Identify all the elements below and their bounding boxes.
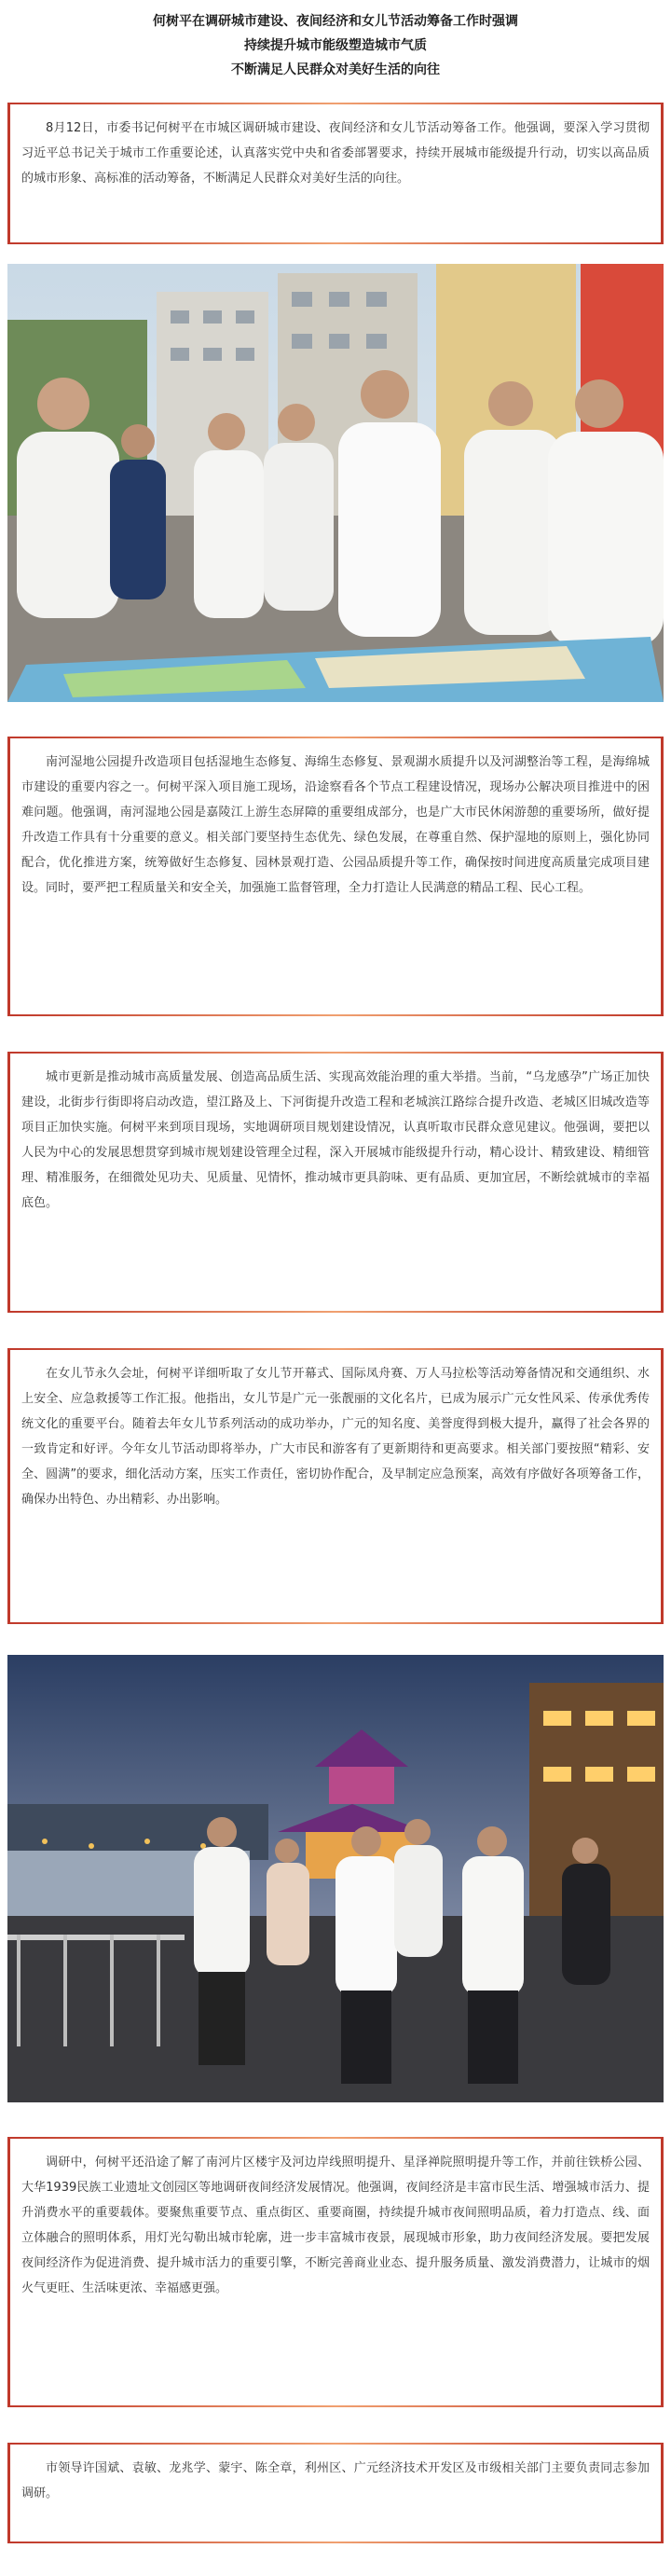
title-line-2: 持续提升城市能级塑造城市气质 — [244, 38, 427, 53]
festival-paragraph-box — [7, 1348, 664, 1624]
renewal-paragraph-box — [7, 1052, 664, 1313]
night-economy-paragraph-box — [7, 2137, 664, 2407]
intro-paragraph-box — [7, 103, 664, 244]
title-line-3: 不断满足人民群众对美好生活的向往 — [231, 62, 440, 77]
title-line-1: 何树平在调研城市建设、夜间经济和女儿节活动筹备工作时强调 — [153, 14, 518, 29]
article-title — [0, 9, 671, 82]
street-photo — [7, 264, 664, 702]
attendees-paragraph-box — [7, 2443, 664, 2543]
attendees-paragraph: 市领导许国斌、袁敏、龙兆学、蒙宇、陈全章，利州区、广元经济技术开发区及市级相关部门主要负责同志参加调研。 — [21, 2461, 650, 2500]
wetland-paragraph-box — [7, 737, 664, 1016]
night-economy-paragraph: 调研中，何树平还沿途了解了南河片区楼宇及河边岸线照明提升、星泽禅院照明提升等工作，并前往铁桥公园、大华1939民族工业遗址文创园区等地调研夜间经济发展情况。他强调，夜间经济是丰富市民生活、增强城市活力、提升消费水平的重要载体。要聚焦重要节点、重点街区、重要商圈，持续提升城市夜间照明品质，着力打造点、线、面立体融合的照明体系，用灯光勾勒出城市轮廓，进一步丰富城市夜景，展现城市形象，助力夜间经济发展。要把发展夜间经济作为促进消费、提升城市活力的重要引擎，不断完善商业业态、提升服务质量、激发消费潜力，让城市的烟火气更旺、生活味更浓、幸福感更强。 — [21, 2156, 650, 2295]
festival-paragraph: 在女儿节永久会址，何树平详细听取了女儿节开幕式、国际凤舟赛、万人马拉松等活动筹备情况和交通组织、水上安全、应急救援等工作汇报。他指出，女儿节是广元一张靓丽的文化名片，已成为展示广元女性风采、传承优秀传统文化的重要平台。随着去年女儿节系列活动的成功举办，广元的知名度、美誉度得到极大提升，赢得了社会各界的一致肯定和好评。今年女儿节活动即将举办，广大市民和游客有了更新期待和更高要求。相关部门要按照“精彩、安全、圆满”的要求，细化活动方案，压实工作责任，密切协作配合，及早制定应急预案，高效有序做好各项筹备工作，确保办出特色、办出精彩、办出影响。 — [21, 1367, 650, 1507]
night-riverside-photo — [7, 1655, 664, 2102]
renewal-paragraph: 城市更新是推动城市高质量发展、创造高品质生活、实现高效能治理的重大举措。当前，“乌龙感孕”广场正加快建设，北街步行街即将启动改造，望江路及上、下河街提升改造工程和老城滨江路综合提升改造、老城区旧城改造等项目正加快实施。何树平来到项目现场，实地调研项目规划建设情况，认真听取市民群众意见建议。他强调，要把以人民为中心的发展思想贯穿到城市规划建设管理全过程，深入开展城市能级提升行动，精心设计、精致建设、精细管理、精准服务，在细微处见功夫、见质量、见情怀，推动城市更具韵味、更有品质、更加宜居，不断绘就城市的幸福底色。 — [21, 1070, 650, 1210]
intro-paragraph: 8月12日，市委书记何树平在市城区调研城市建设、夜间经济和女儿节活动筹备工作。他强调，要深入学习贯彻习近平总书记关于城市工作重要论述，认真落实党中央和省委部署要求，持续开展城市能级提升行动，切实以高品质的城市形象、高标准的活动筹备，不断满足人民群众对美好生活的向往。 — [21, 121, 650, 186]
wetland-paragraph: 南河湿地公园提升改造项目包括湿地生态修复、海绵生态修复、景观湖水质提升以及河湖整治等工程，是海绵城市建设的重要内容之一。何树平深入项目施工现场，沿途察看各个节点工程建设情况，现场办公解决项目推进中的困难问题。他强调，南河湿地公园是嘉陵江上游生态屏障的重要组成部分，也是广大市民休闲游憩的重要场所，做好提升改造工作具有十分重要的意义。相关部门要坚持生态优先、绿色发展，在尊重自然、保护湿地的原则上，强化协同配合，优化推进方案，统筹做好生态修复、园林景观打造、公园品质提升等工作，确保按时间进度高质量完成项目建设。同时，要严把工程质量关和安全关，加强施工监督管理，全力打造让人民满意的精品工程、民心工程。 — [21, 755, 650, 895]
